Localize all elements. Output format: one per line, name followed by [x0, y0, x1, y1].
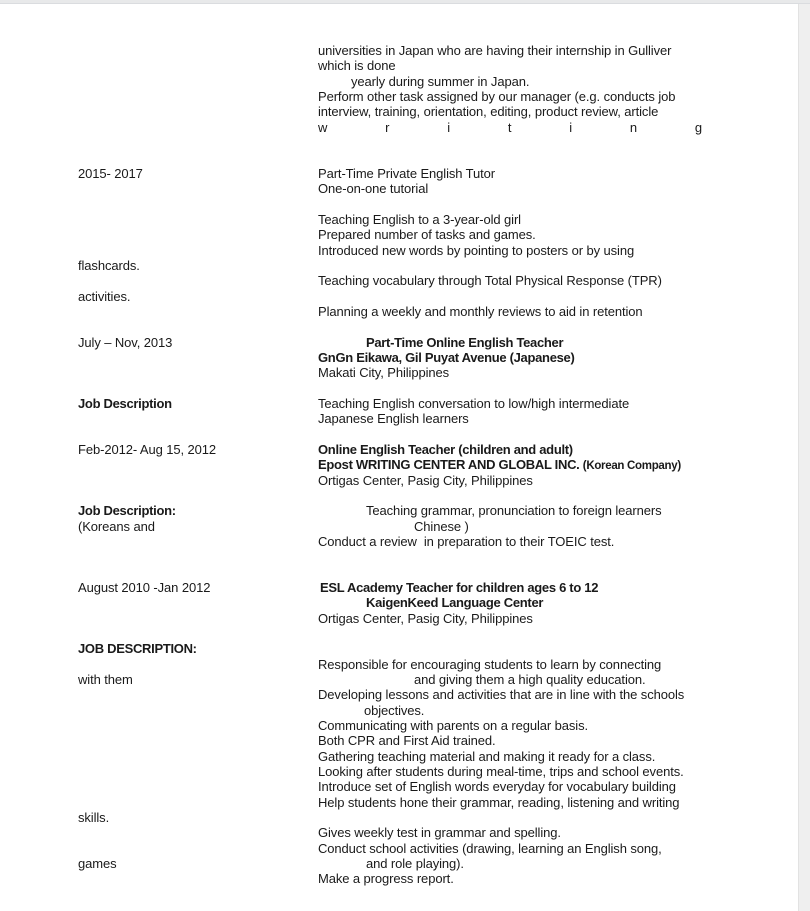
- overflow-line: flashcards.: [78, 258, 140, 273]
- intro-line: interview, training, orientation, editing, product review, article: [318, 104, 659, 119]
- duty-line: and role playing).: [366, 856, 464, 871]
- company-note: (Korean Company): [582, 460, 681, 472]
- duty-line: Looking after students during meal-time, trips and school events.: [318, 764, 684, 779]
- entry-subtitle: One-on-one tutorial: [318, 181, 429, 196]
- duty-line: Gives weekly test in grammar and spelling.: [318, 825, 561, 840]
- entry-title: Part-Time Private English Tutor: [318, 166, 496, 181]
- intro-line: which is done: [318, 58, 396, 73]
- letter: n: [629, 120, 637, 135]
- intro-line: yearly during summer in Japan.: [351, 74, 530, 89]
- letter: i: [447, 120, 451, 135]
- entry-company: [318, 457, 681, 474]
- duty-line: Planning a weekly and monthly reviews to aid in retention: [318, 304, 643, 319]
- duty-line: Help students hone their grammar, reading, listening and writing: [318, 795, 680, 810]
- entry-date: July – Nov, 2013: [78, 335, 173, 350]
- duty-line: Conduct school activities (drawing, learning an English song,: [318, 841, 662, 856]
- desc-sub: (Koreans and: [78, 519, 155, 534]
- duty-line: Conduct a review in preparation to their TOEIC test.: [318, 534, 615, 549]
- duty-line: Responsible for encouraging students to learn by connecting: [318, 657, 662, 672]
- duty-line: Teaching grammar, pronunciation to foreign learners: [366, 503, 662, 518]
- intro-spread-word: [318, 120, 702, 135]
- overflow-line: skills.: [78, 810, 110, 825]
- duty-line: Both CPR and First Aid trained.: [318, 733, 496, 748]
- letter: g: [694, 120, 702, 135]
- duty-line: Prepared number of tasks and games.: [318, 227, 536, 242]
- entry-location: Ortigas Center, Pasig City, Philippines: [318, 473, 533, 488]
- entry-title: Part-Time Online English Teacher: [366, 335, 564, 350]
- entry-title: Online English Teacher (children and adult): [318, 442, 573, 457]
- duty-line: Make a progress report.: [318, 871, 454, 886]
- letter: r: [385, 120, 390, 135]
- duty-line: Teaching English conversation to low/high intermediate: [318, 396, 630, 411]
- entry-location: Ortigas Center, Pasig City, Philippines: [318, 611, 533, 626]
- document-page: [0, 4, 797, 911]
- entry-date: Feb-2012- Aug 15, 2012: [78, 442, 217, 457]
- company-name: Epost WRITING CENTER AND GLOBAL INC.: [318, 457, 580, 472]
- overflow-line: activities.: [78, 289, 131, 304]
- letter: i: [569, 120, 573, 135]
- entry-date: August 2010 -Jan 2012: [78, 580, 211, 595]
- duty-line: objectives.: [364, 703, 425, 718]
- duty-line: Gathering teaching material and making it ready for a class.: [318, 749, 656, 764]
- duty-line: Japanese English learners: [318, 411, 469, 426]
- intro-line: Perform other task assigned by our manager (e.g. conducts job: [318, 89, 676, 104]
- job-description-label: JOB DESCRIPTION:: [78, 641, 197, 656]
- duty-line: Introduced new words by pointing to posters or by using: [318, 243, 635, 258]
- duty-line: Introduce set of English words everyday for vocabulary building: [318, 779, 676, 794]
- job-description-label: Job Description:: [78, 503, 176, 518]
- vertical-scrollbar[interactable]: [798, 4, 810, 911]
- entry-company: KaigenKeed Language Center: [366, 595, 544, 610]
- entry-date: 2015- 2017: [78, 166, 143, 181]
- overflow-line: games: [78, 856, 117, 871]
- letter: t: [507, 120, 512, 135]
- entry-company: GnGn Eikawa, Gil Puyat Avenue (Japanese): [318, 350, 575, 365]
- entry-location: Makati City, Philippines: [318, 365, 450, 380]
- job-description-label: Job Description: [78, 396, 172, 411]
- duty-line: Chinese ): [414, 519, 469, 534]
- intro-line: universities in Japan who are having their internship in Gulliver: [318, 43, 672, 58]
- duty-line: and giving them a high quality education.: [414, 672, 646, 687]
- overflow-line: with them: [78, 672, 133, 687]
- letter: w: [318, 120, 328, 135]
- duty-line: Teaching vocabulary through Total Physical Response (TPR): [318, 273, 662, 288]
- duty-line: Communicating with parents on a regular basis.: [318, 718, 588, 733]
- entry-title: ESL Academy Teacher for children ages 6 to 12: [320, 580, 599, 595]
- duty-line: Developing lessons and activities that are in line with the schools: [318, 687, 685, 702]
- duty-line: Teaching English to a 3-year-old girl: [318, 212, 521, 227]
